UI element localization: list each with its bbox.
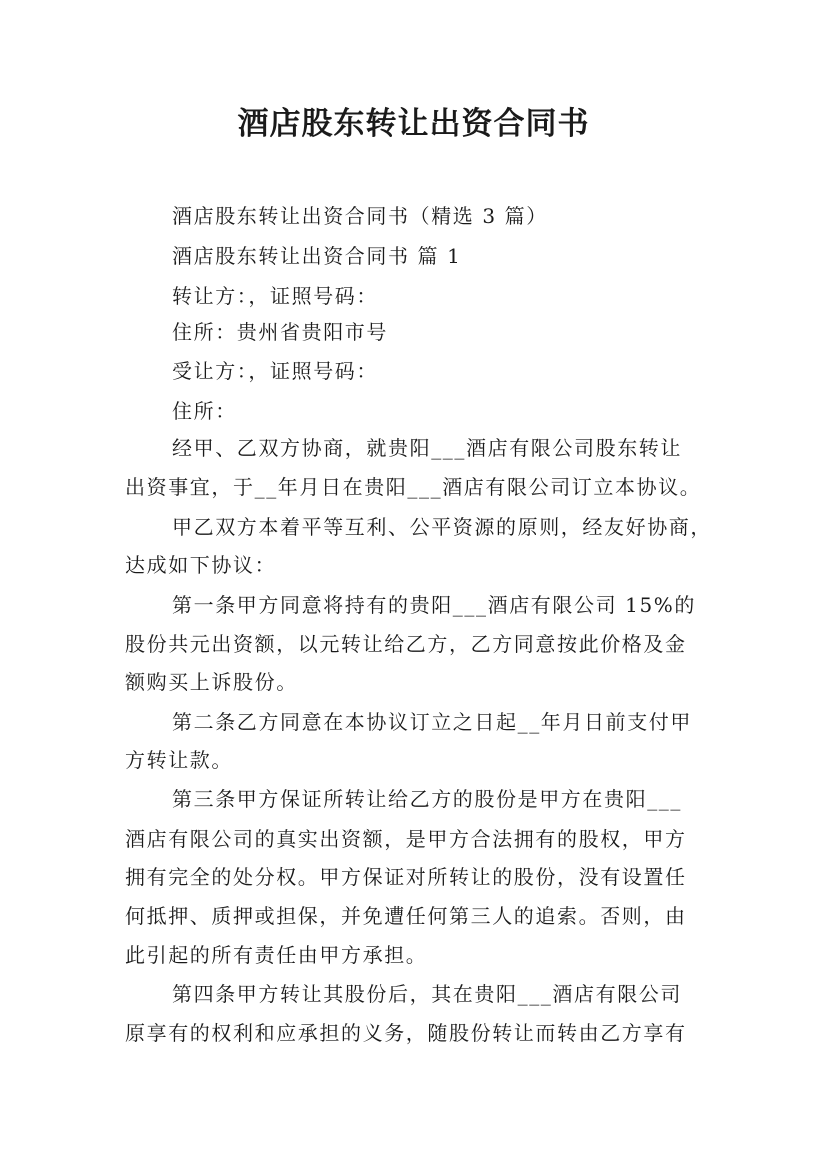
article-2-line: 第二条乙方同意在本协议订立之日起__年月日前支付甲 (172, 710, 692, 734)
paragraph-line: 出资事宜，于__年月日在贵阳___酒店有限公司订立本协议。 (125, 475, 702, 499)
article-1-line: 第一条甲方同意将持有的贵阳___酒店有限公司 15%的 (172, 593, 697, 617)
article-3-line: 酒店有限公司的真实出资额，是甲方合法拥有的股权，甲方 (125, 827, 687, 851)
transferee-address-line: 住所： (172, 399, 237, 423)
article-4-line: 第四条甲方转让其股份后，其在贵阳___酒店有限公司 (172, 982, 682, 1006)
article-4-line: 原享有的权利和应承担的义务，随股份转让而转由乙方享有 (125, 1021, 687, 1045)
article-3-line: 拥有完全的处分权。甲方保证对所转让的股份，没有设置任 (125, 865, 687, 889)
article-2-line: 方转让款。 (125, 748, 233, 772)
transferor-address-line: 住所：贵州省贵阳市号 (172, 320, 388, 344)
article-3-line: 何抵押、质押或担保，并免遭任何第三人的追索。否则，由 (125, 904, 687, 928)
article-1-line: 股份共元出资额，以元转让给乙方，乙方同意按此价格及金 (125, 632, 687, 656)
transferor-line: 转让方：，证照号码： (172, 284, 378, 308)
paragraph-line: 达成如下协议： (125, 553, 277, 577)
document-title: 酒店股东转让出资合同书 (237, 106, 590, 142)
paragraph-line: 经甲、乙双方协商，就贵阳___酒店有限公司股东转让 (172, 436, 682, 460)
article-1-line: 额购买上诉股份。 (125, 670, 298, 694)
paragraph-line: 甲乙双方本着平等互利、公平资源的原则，经友好协商， (172, 515, 712, 539)
transferee-line: 受让方：，证照号码： (172, 359, 378, 383)
article-3-line: 此引起的所有责任由甲方承担。 (125, 943, 428, 967)
subtitle-line: 酒店股东转让出资合同书（精选 3 篇） (172, 204, 548, 228)
section-heading: 酒店股东转让出资合同书 篇 1 (172, 244, 462, 268)
article-3-line: 第三条甲方保证所转让给乙方的股份是甲方在贵阳___ (172, 787, 682, 811)
